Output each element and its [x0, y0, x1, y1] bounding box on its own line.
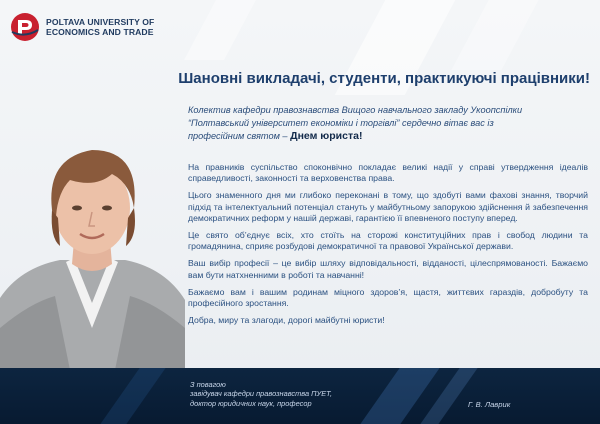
university-emblem-icon [10, 12, 40, 42]
university-name [46, 17, 154, 38]
intro-line: “Полтавський університет економіки і торгівлі” сердечно вітає вас із [188, 118, 494, 129]
paragraph: Ваш вибір професії – це вибір шляху відповідальності, відданості, цілеспрямованості. Бажаємо вам бути натхненними в роботі та навчанні! [188, 258, 588, 280]
greeting-body [188, 162, 588, 332]
intro-line-prefix: професійним святом – [188, 131, 291, 142]
signature-line: доктор юридичних наук, професор [190, 398, 312, 408]
background-shape [184, 0, 256, 60]
signature-line: завідувач кафедри правознавства ПУЕТ, [190, 389, 333, 399]
signature-line: З повагою [190, 380, 226, 389]
signatory-name: Г. В. Лаврик [468, 400, 511, 409]
paragraph: Це свято об’єднує всіх, хто стоїть на сторожі конституційних прав і свобод людини та громадянина, сприяє розбудові демократичної та правової Української держави. [188, 230, 588, 252]
paragraph: Бажаємо вам і вашим родинам міцного здоров’я, щастя, життєвих гараздів, добробуту та професійного зростання. [188, 286, 588, 309]
background-shape [451, 0, 538, 70]
paragraph: Цього знаменного дня ми глибоко переконані в тому, що здобуті вами фахові знання, творчий підхід та інтелектуальний потенціал стануть у майбутньому запорукою здійснення й забезпечення демократичних реформ у нашій державі, гарантією її впевненого поступу вперед. [188, 190, 588, 223]
portrait-illustration [0, 128, 185, 370]
university-name-line1: POLTAVA UNIVERSITY OF [46, 16, 155, 27]
intro-text [188, 104, 588, 144]
page-title: Шановні викладачі, студенти, практикуючі працівники! [178, 70, 590, 87]
intro-line: Колектив кафедри правознавства Вищого навчального закладу Укоопспілки [188, 105, 523, 115]
paragraph: Добра, миру та злагоди, дорогі майбутні юристи! [188, 315, 385, 326]
university-logo [10, 12, 154, 42]
portrait-photo [0, 128, 185, 370]
holiday-name: Днем юриста! [290, 130, 363, 143]
intro-line [188, 130, 588, 143]
university-name-line2: ECONOMICS AND TRADE [46, 27, 154, 37]
signature-block [190, 380, 430, 408]
footer-stripe [100, 368, 165, 424]
paragraph: На правників суспільство споконвічно покладає великі надії у справі утвердження ідеалів справедливості, законності та верховенства права. [188, 162, 588, 184]
